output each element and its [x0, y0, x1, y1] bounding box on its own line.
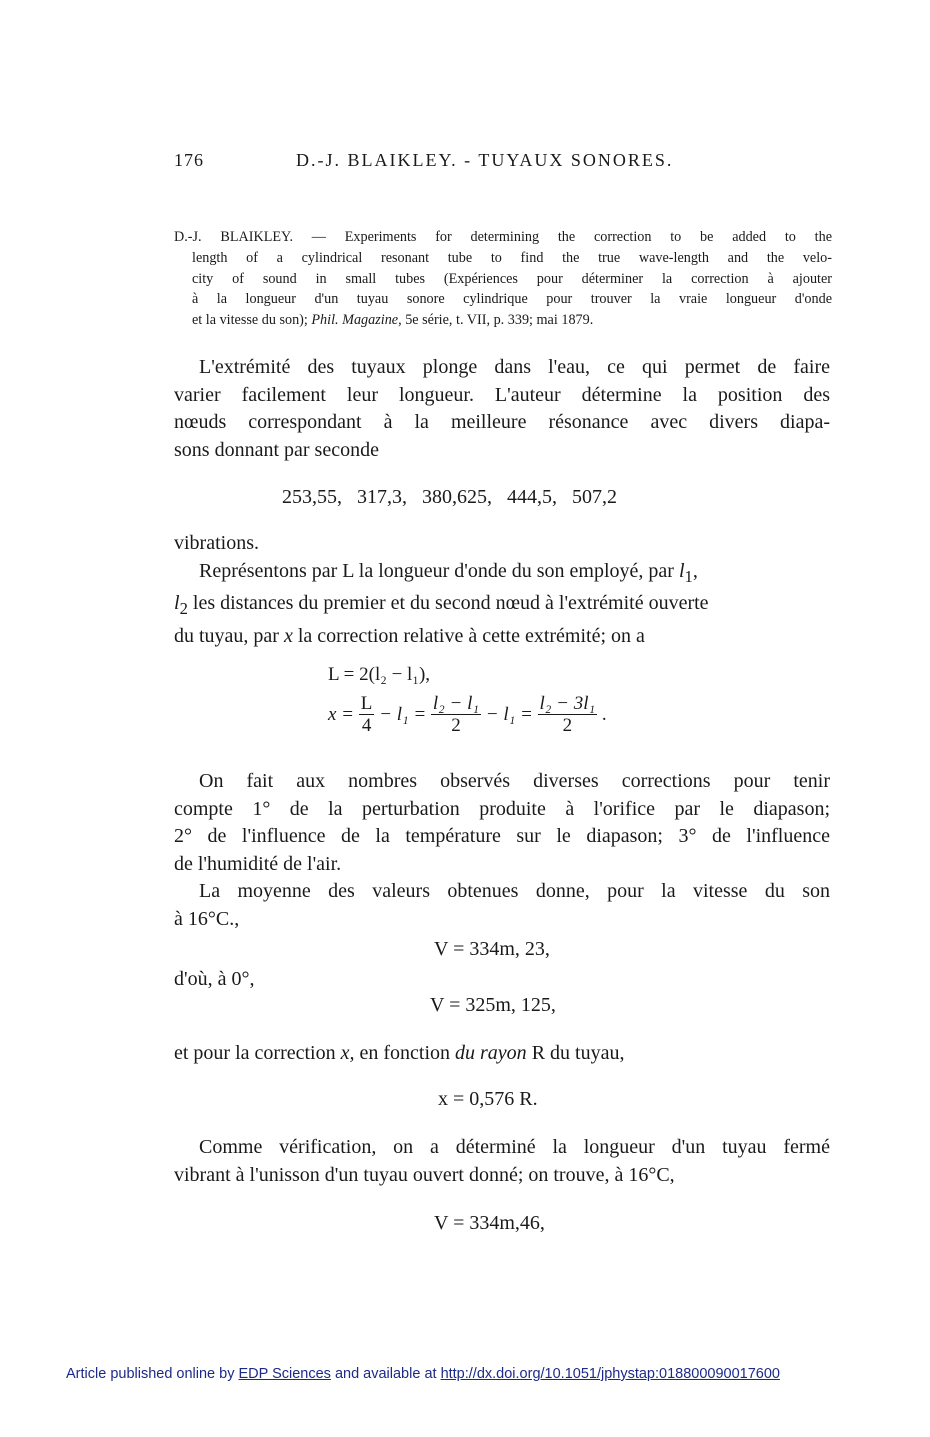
formula-term: − l₁ = [379, 703, 427, 725]
running-header [174, 150, 830, 176]
equation-velocity-verification: V = 334m,46, [434, 1212, 545, 1234]
formula-term: − l₁ = [485, 703, 533, 725]
fraction [359, 694, 375, 737]
formula-end: . [601, 703, 607, 725]
formula-wavelength: L = 2(l₂ − l₁), [328, 664, 431, 685]
text-line: de l'humidité de l'air. [174, 852, 342, 875]
footer-text: Article published online by [66, 1366, 235, 1382]
text-line: 2° de l'influence de la température sur le diapason; 3° de l'influence [174, 825, 830, 847]
publication-footer [66, 1366, 866, 1382]
bibliographic-reference [174, 227, 832, 331]
journal-name: Phil. Magazine, [311, 312, 402, 329]
reference-line: length of a cylindrical resonant tube to find the true wave-length and the velo- [192, 249, 832, 266]
symbol-x: x, [340, 1042, 355, 1064]
text-line: compte 1° de la perturbation produite à l'orifice par le diapason; [174, 797, 830, 820]
text-line: sons donnant par seconde [174, 438, 379, 461]
numerator: l₂ − 3l₁ [539, 693, 596, 714]
symbol-l: l [678, 559, 685, 582]
text-run: du rayon [455, 1042, 527, 1064]
doi-link[interactable]: http://dx.doi.org/10.1051/jphystap:018800090017600 [440, 1366, 780, 1382]
equation-velocity-0c: V = 325m, 125, [430, 994, 556, 1016]
text-run: , [692, 559, 698, 582]
paragraph-3 [174, 768, 830, 933]
text-line: vibrations. [174, 532, 259, 554]
text-dou [174, 966, 830, 994]
formula-correction [328, 694, 607, 737]
text-line [174, 623, 830, 651]
text-run: Représentons par L la longueur d'onde du son employé, par [199, 559, 674, 582]
equation-correction-radius: x = 0,576 R. [438, 1088, 538, 1110]
footer-text: and available at [334, 1366, 437, 1382]
text-run: et pour la correction [174, 1042, 336, 1064]
text-run: R du tuyau, [531, 1042, 625, 1064]
subscript: 1 [684, 566, 693, 586]
text-line: Comme vérification, on a déterminé la longueur d'un tuyau fermé [199, 1136, 830, 1158]
text-line: La moyenne des valeurs obtenues donne, pour la vitesse du son [199, 880, 830, 902]
reference-line: city of sound in small tubes (Expériences pour déterminer la correction à ajouter [192, 270, 832, 287]
page-number: 176 [174, 150, 204, 170]
formula-lhs: x = [328, 703, 355, 725]
symbol-l: l [174, 592, 180, 614]
text-line: nœuds correspondant à la meilleure résonance avec divers diapa- [174, 411, 830, 433]
reference-last-line [174, 310, 832, 331]
text-line [174, 1040, 830, 1068]
text-line [174, 590, 830, 623]
subscript: 2 [179, 599, 188, 618]
publisher-link[interactable]: EDP Sciences [238, 1366, 331, 1382]
reference-citation: 5e série, t. VII, p. 339; mai 1879. [405, 312, 594, 329]
text-run: en fonction [359, 1042, 451, 1064]
denominator: 2 [451, 715, 461, 736]
fraction [538, 694, 598, 737]
numerator: L [360, 693, 373, 714]
text-line: à 16°C., [174, 907, 240, 930]
paragraph-2 [174, 530, 830, 650]
fraction [431, 694, 481, 737]
paragraph-5 [174, 1040, 830, 1068]
equation-velocity-16c: V = 334m, 23, [434, 938, 550, 960]
reference-line: à la longueur d'un tuyau sonore cylindrique pour trouver la vraie longueur d'onde [192, 291, 832, 308]
text-line: varier facilement leur longueur. L'auteur détermine la position des [174, 383, 830, 406]
text-line: d'où, à 0°, [174, 968, 255, 990]
text-line [174, 558, 830, 591]
paragraph-1 [174, 354, 830, 464]
denominator: 4 [361, 715, 372, 736]
text-line: L'extrémité des tuyaux plonge dans l'eau, ce qui permet de faire [199, 356, 830, 378]
reference-text: et la vitesse du son); [192, 312, 308, 329]
paragraph-6 [174, 1134, 830, 1189]
reference-line: D.-J. BLAIKLEY. — Experiments for determining the correction to be added to the [174, 229, 832, 245]
frequency-list: 253,55, 317,3, 380,625, 444,5, 507,2 [282, 486, 617, 508]
text-line: On fait aux nombres observés diverses corrections pour tenir [199, 770, 830, 792]
text-run: du tuyau, par [174, 624, 279, 647]
denominator: 2 [562, 715, 573, 736]
text-run: la correction relative à cette extrémité; on a [297, 624, 645, 647]
symbol-x: x [283, 624, 293, 647]
numerator: l₂ − l₁ [432, 693, 479, 714]
text-line: vibrant à l'unisson d'un tuyau ouvert donné; on trouve, à 16°C, [174, 1163, 675, 1186]
text-run: les distances du premier et du second nœud à l'extrémité ouverte [187, 592, 709, 614]
running-title: D.-J. BLAIKLEY. - TUYAUX SONORES. [296, 150, 674, 170]
